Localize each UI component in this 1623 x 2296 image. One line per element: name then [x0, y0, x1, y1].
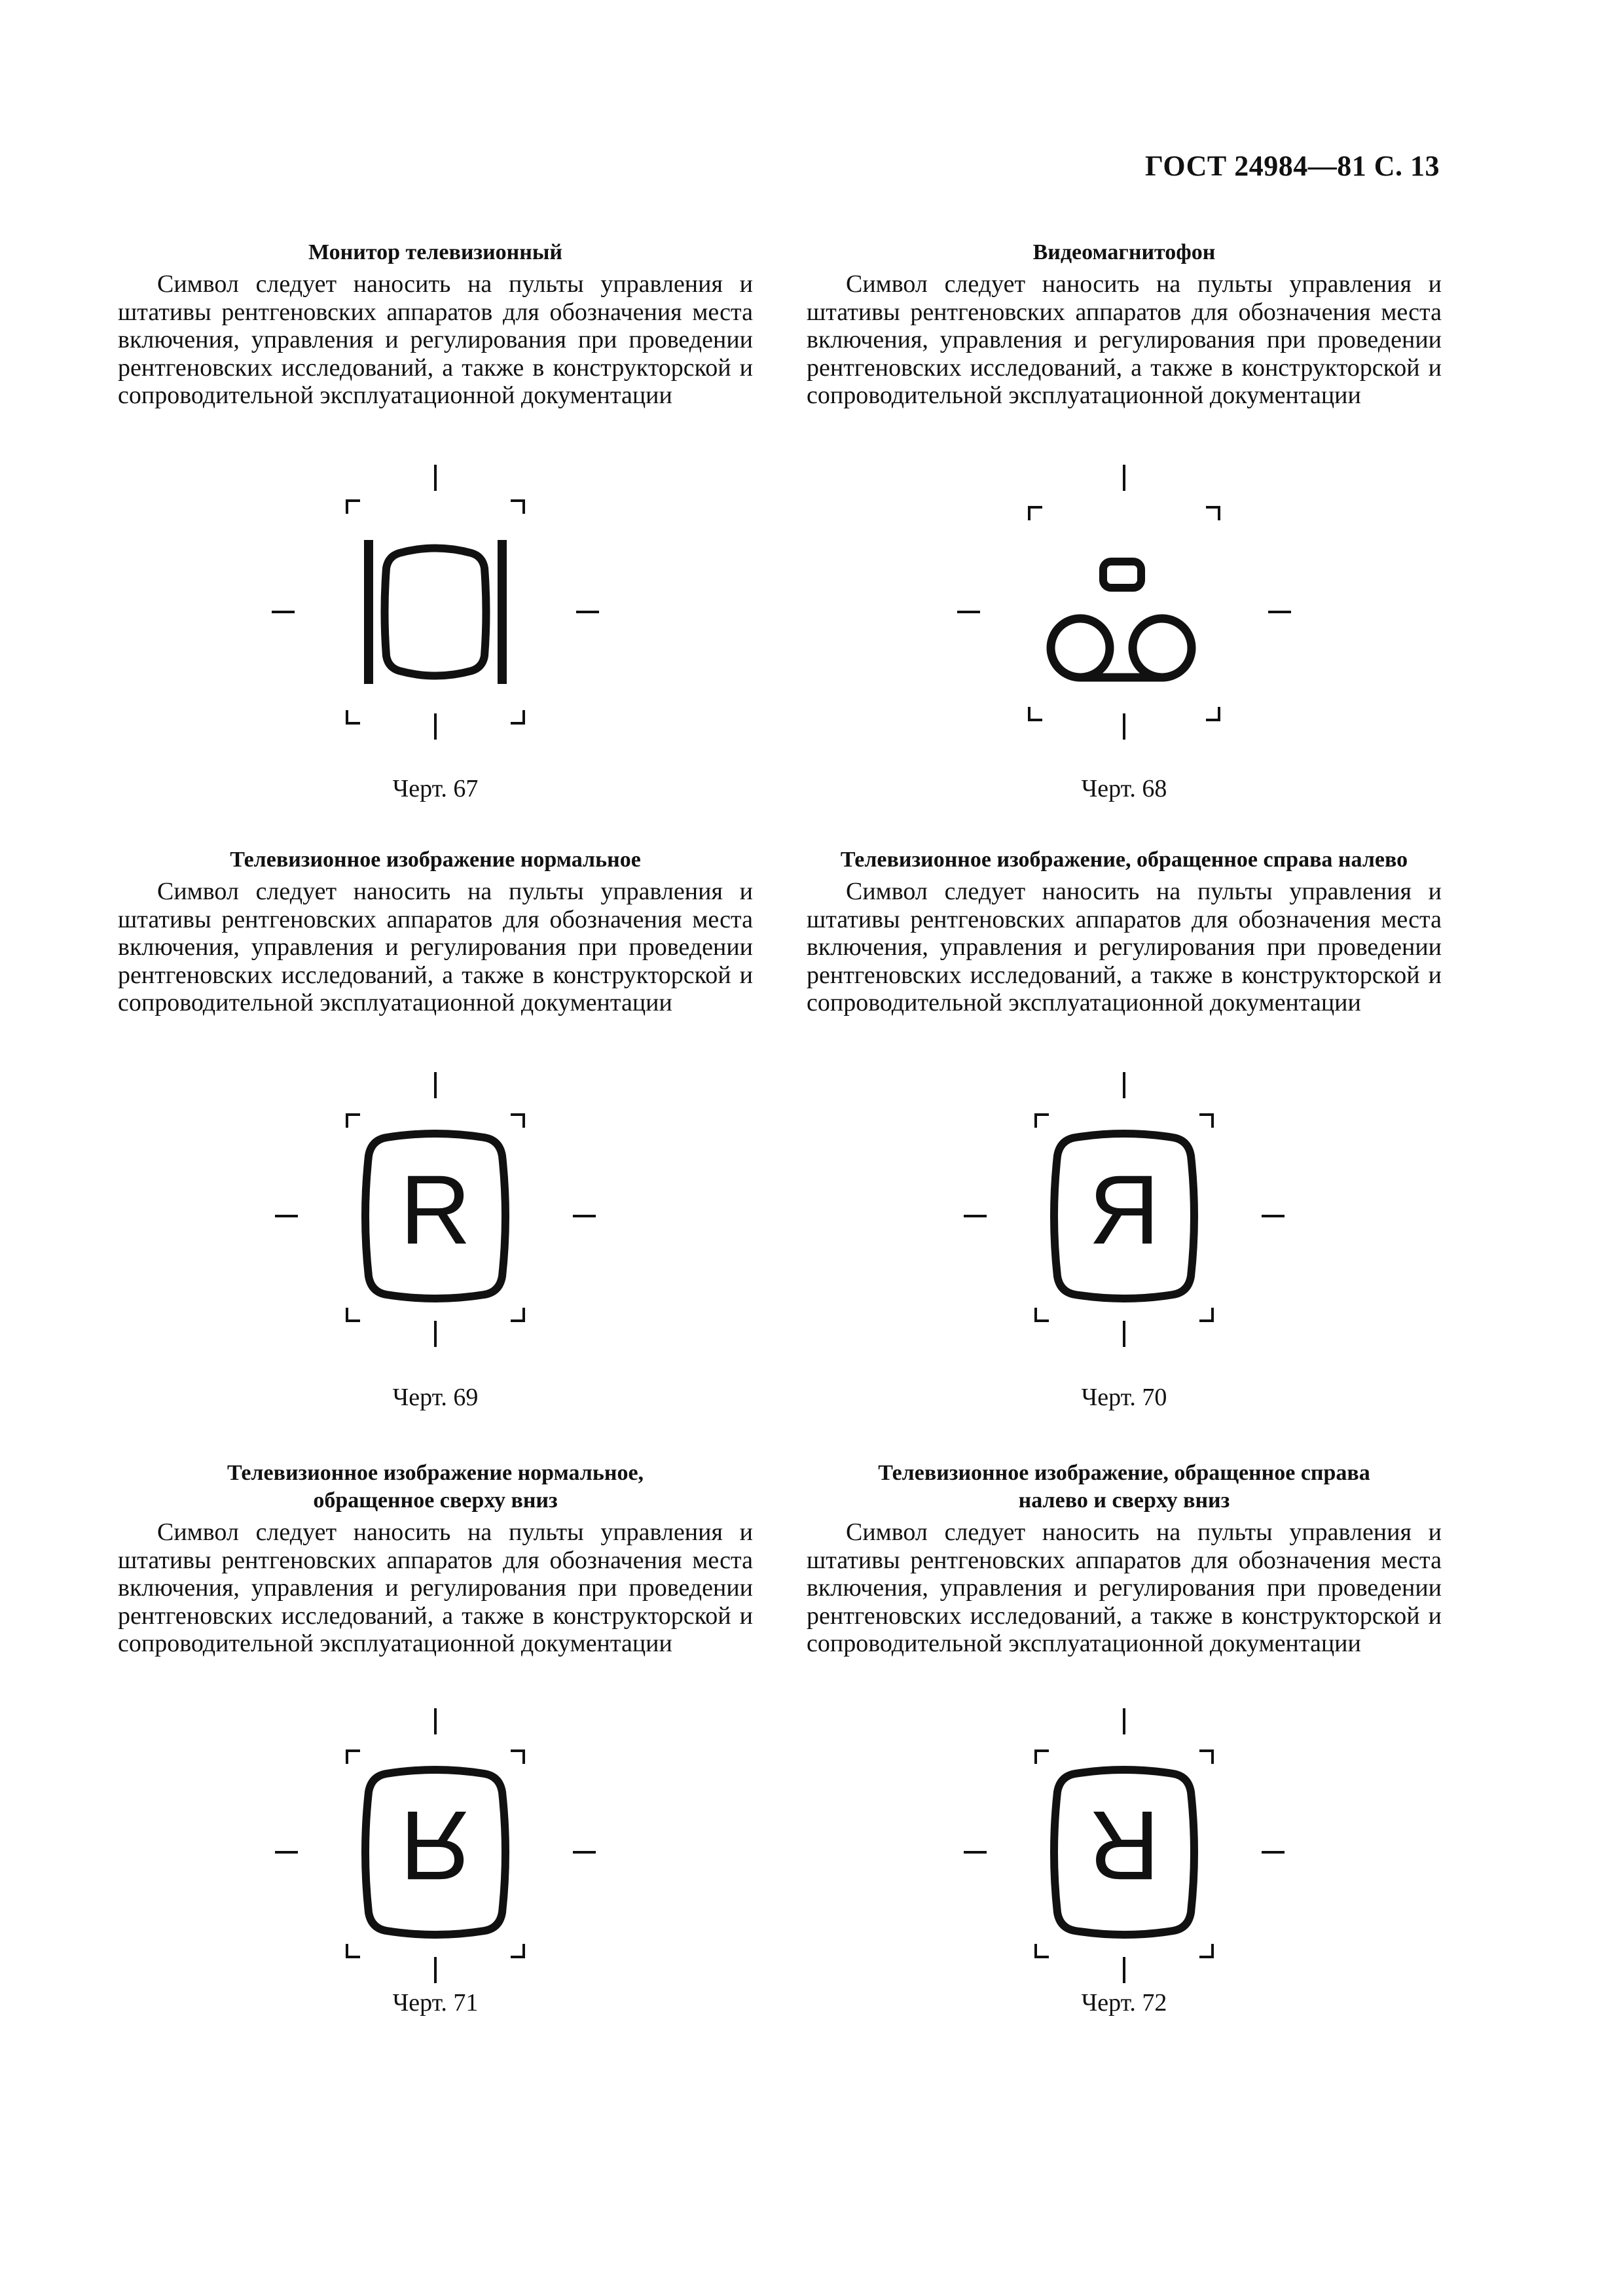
section-title: [807, 846, 1442, 874]
section-title-line: Телевизионное изображение нормальное,: [227, 1461, 644, 1485]
section-title-line: Телевизионное изображение нормальное: [230, 848, 641, 872]
section-title: [118, 846, 753, 874]
section-tv-image-rotated: [807, 1460, 1442, 2036]
tv-image-mirrored-horizontal-icon: [954, 1066, 1294, 1347]
video-recorder-icon: [954, 458, 1294, 740]
section-video-recorder: [807, 239, 1442, 815]
tv-image-flipped-vertical-icon: [265, 1702, 606, 1983]
section-title-line: Телевизионное изображение, обращенное справа: [878, 1461, 1370, 1485]
section-tv-image-mirrored: [807, 846, 1442, 1429]
section-tv-image-normal: [118, 846, 753, 1429]
section-description: Символ следует наносить на пульты управления и штативы рентгеновских аппаратов для обозначения места включения, управления и регулирования при проведении рентгеновских исследований, а также в конструкторской и сопроводительной эксплуатационной документации: [118, 270, 753, 409]
tv-image-rotated-180-icon: [954, 1702, 1294, 1983]
section-title: [118, 1460, 753, 1515]
tv-image-normal-icon: [265, 1066, 606, 1347]
section-tv-monitor: [118, 239, 753, 815]
section-title: [118, 239, 753, 266]
figure-caption: Черт. 68: [1081, 775, 1167, 802]
symbol-letter: R: [1088, 1155, 1160, 1265]
section-title-line: Монитор телевизионный: [308, 240, 562, 264]
section-title-line: обращенное сверху вниз: [313, 1488, 558, 1513]
section-title: [807, 239, 1442, 266]
section-title: [807, 1460, 1442, 1515]
tv-monitor-icon: [265, 458, 606, 740]
section-description: Символ следует наносить на пульты управления и штативы рентгеновских аппаратов для обозначения места включения, управления и регулирования при проведении рентгеновских исследований, а также в конструкторской и сопроводительной эксплуатационной документации: [118, 878, 753, 1016]
figure-caption: Черт. 69: [392, 1384, 479, 1411]
figure-caption: Черт. 71: [392, 1989, 479, 2017]
figure-caption: Черт. 67: [392, 775, 479, 802]
symbol-letter: R: [1088, 1791, 1160, 1901]
section-description: Символ следует наносить на пульты управления и штативы рентгеновских аппаратов для обозначения места включения, управления и регулирования при проведении рентгеновских исследований, а также в конструкторской и сопроводительной эксплуатационной документации: [118, 1518, 753, 1657]
symbol-letter: R: [399, 1155, 471, 1265]
figure-caption: Черт. 70: [1081, 1384, 1167, 1411]
section-title-line: Телевизионное изображение, обращенное справа налево: [840, 848, 1408, 872]
symbol-letter: R: [399, 1791, 471, 1901]
section-tv-image-flipped: [118, 1460, 753, 2036]
section-description: Символ следует наносить на пульты управления и штативы рентгеновских аппаратов для обозначения места включения, управления и регулирования при проведении рентгеновских исследований, а также в конструкторской и сопроводительной эксплуатационной документации: [807, 878, 1442, 1016]
section-description: Символ следует наносить на пульты управления и штативы рентгеновских аппаратов для обозначения места включения, управления и регулирования при проведении рентгеновских исследований, а также в конструкторской и сопроводительной эксплуатационной документации: [807, 270, 1442, 409]
section-description: Символ следует наносить на пульты управления и штативы рентгеновских аппаратов для обозначения места включения, управления и регулирования при проведении рентгеновских исследований, а также в конструкторской и сопроводительной эксплуатационной документации: [807, 1518, 1442, 1657]
page-header: ГОСТ 24984—81 С. 13: [1144, 150, 1440, 182]
section-title-line: Видеомагнитофон: [1032, 240, 1216, 264]
section-title-line: налево и сверху вниз: [1018, 1488, 1230, 1513]
figure-caption: Черт. 72: [1081, 1989, 1167, 2017]
